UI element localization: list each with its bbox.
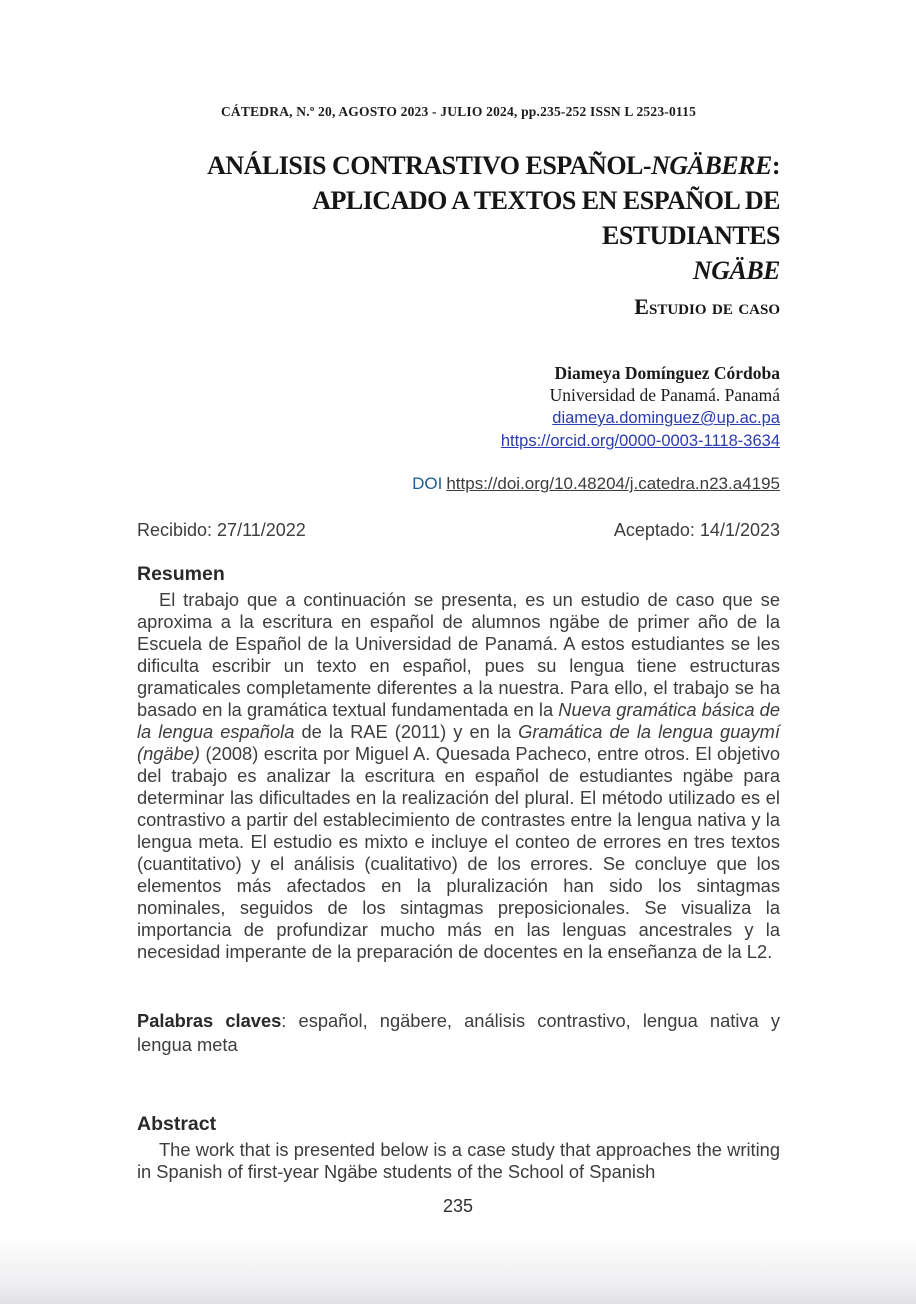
title-line2-text: APLICADO A TEXTOS EN ESPAÑOL DE ESTUDIANTES: [312, 186, 780, 250]
author-affiliation: Universidad de Panamá. Panamá: [549, 385, 780, 405]
article-title: [137, 148, 780, 288]
keywords-text: : español, ngäbere, análisis contrastivo, lengua nativa y lengua meta: [137, 1010, 781, 1055]
title-line1-italic: NGÄBERE: [651, 151, 772, 180]
doi-line: [137, 474, 780, 494]
dates-row: [137, 520, 780, 541]
title-line3-italic: NGÄBE: [692, 256, 780, 285]
resumen-paragraph: El trabajo que a continuación se presenta, es un estudio de caso que se aproxima a la escritura en español de alumnos ngäbe de primer año de la Escuela de Español de la Universidad de Panamá. A estos estudiantes se les dificulta escribir un texto en español, pues su lengua tiene estructuras gramaticales completamente diferentes a la nuestra. Para ello, el trabajo se ha basado en la gramática textual fundamentada en la Nueva gramática básica de la lengua española de la RAE (2011) y en la Gramática de la lengua guaymí (ngäbe) (2008) escrita por Miguel A. Quesada Pacheco, entre otros. El objetivo del trabajo es analizar la escritura en español de estudiantes ngäbe para determinar las dificultades en la realización del plural. El método utilizado es el contrastivo a partir del establecimiento de contrastes entre la lengua nativa y la lengua meta. El estudio es mixto e incluye el conteo de errores en tres textos (cuantitativo) y el análisis (cualitativo) de los errores. Se concluye que los elementos más afectados en la pluralización han sido los sintagmas nominales, seguidos de los sintagmas preposicionales. Se visualiza la importancia de profundizar mucho más en las lenguas ancestrales y la necesidad imperante de la preparación de docentes en la enseñanza de la L2.: [137, 589, 780, 962]
author-name: Diameya Domínguez Córdoba: [554, 363, 780, 383]
page-number: 235: [442, 1196, 474, 1216]
abstract-heading: Abstract: [137, 1113, 217, 1135]
article-subtitle: Estudio de caso: [634, 294, 780, 319]
author-email-link[interactable]: diameya.dominguez@up.ac.pa: [552, 409, 780, 427]
doi-link[interactable]: https://doi.org/10.48204/j.catedra.n23.a4195: [446, 474, 780, 493]
author-orcid-link[interactable]: https://orcid.org/0000-0003-1118-3634: [500, 432, 780, 450]
author-orcid-row: [137, 429, 780, 452]
journal-header: CÁTEDRA, N.º 20, AGOSTO 2023 - JULIO 2024, pp.235-252 ISSN L 2523-0115: [220, 104, 697, 119]
author-block: [137, 362, 780, 452]
keywords-paragraph: [137, 1009, 780, 1057]
keywords-label: Palabras claves: [137, 1010, 282, 1031]
article-page-column: [137, 0, 780, 1183]
author-email-row: [137, 406, 780, 429]
page-bottom-shadow: [0, 1234, 916, 1304]
accepted-date: Aceptado: 14/1/2023: [613, 520, 780, 540]
resumen-heading: Resumen: [137, 563, 225, 585]
abstract-paragraph: The work that is presented below is a case study that approaches the writing in Spanish of first-year Ngäbe students of the School of Spanish: [137, 1139, 780, 1182]
title-line1-text: ANÁLISIS CONTRASTIVO ESPAÑOL-: [207, 151, 652, 180]
doi-label: DOI: [412, 474, 443, 493]
title-line1-colon: :: [771, 151, 780, 180]
received-date: Recibido: 27/11/2022: [137, 520, 306, 540]
